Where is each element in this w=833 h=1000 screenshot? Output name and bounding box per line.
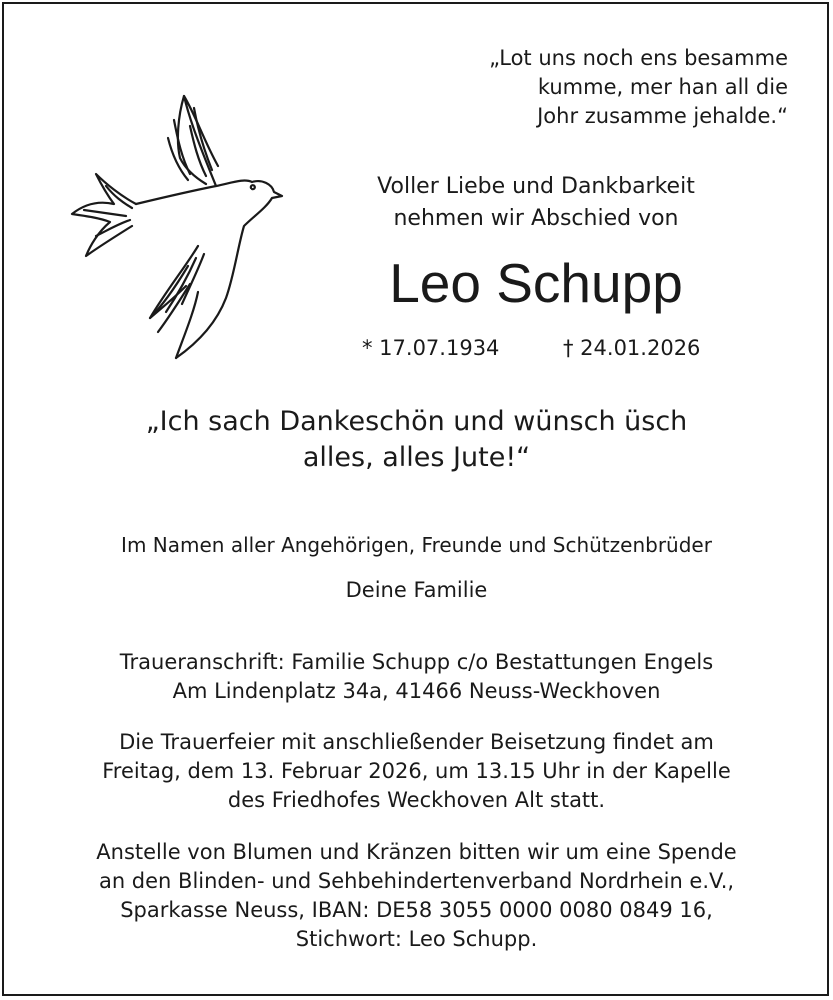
donation-line: Anstelle von Blumen und Kränzen bitten wir um eine Spende [96,840,737,864]
top-quote-line: kumme, mer han all die [537,75,788,99]
donation-line: Stichwort: Leo Schupp. [295,927,538,951]
ceremony-line: des Friedhofes Weckhoven Alt statt. [227,788,606,812]
address-line: Am Lindenplatz 34a, 41466 Neuss-Weckhoven [172,679,661,703]
address-line: Traueranschrift: Familie Schupp c/o Bestattungen Engels [119,650,714,674]
intro-line: Voller Liebe und Dankbarkeit [377,174,695,199]
top-quote-line: Johr zusamme jehalde.“ [537,104,788,128]
birth-date: * 17.07.1934 [362,336,500,360]
dove-icon [66,86,290,368]
death-date: † 24.01.2026 [563,336,701,360]
saying-line: „Ich sach Dankeschön und wünsch üsch [145,406,688,437]
ceremony-line: Freitag, dem 13. Februar 2026, um 13.15 Uhr in der Kapelle [102,759,731,783]
mourners-line: Im Namen aller Angehörigen, Freunde und Schützenbrüder [121,533,712,557]
intro-text [336,171,736,235]
saying-line: alles, alles Jute!“ [302,442,531,473]
deceased-name: Leo Schupp [389,252,683,314]
farewell-saying [0,404,833,476]
donation-line: Sparkasse Neuss, IBAN: DE58 3055 0000 0080 0849 16, [120,898,713,922]
top-quote-line: „Lot uns noch ens besamme [489,46,788,70]
intro-line: nehmen wir Abschied von [393,206,679,231]
top-quote [489,44,788,131]
ceremony-info [0,728,833,815]
mourning-address [0,648,833,706]
donation-line: an den Blinden- und Sehbehindertenverband Nordrhein e.V., [98,869,735,893]
donation-info [0,838,833,954]
family-signature: Deine Familie [345,578,488,602]
ceremony-line: Die Trauerfeier mit anschließender Beisetzung findet am [119,730,714,754]
